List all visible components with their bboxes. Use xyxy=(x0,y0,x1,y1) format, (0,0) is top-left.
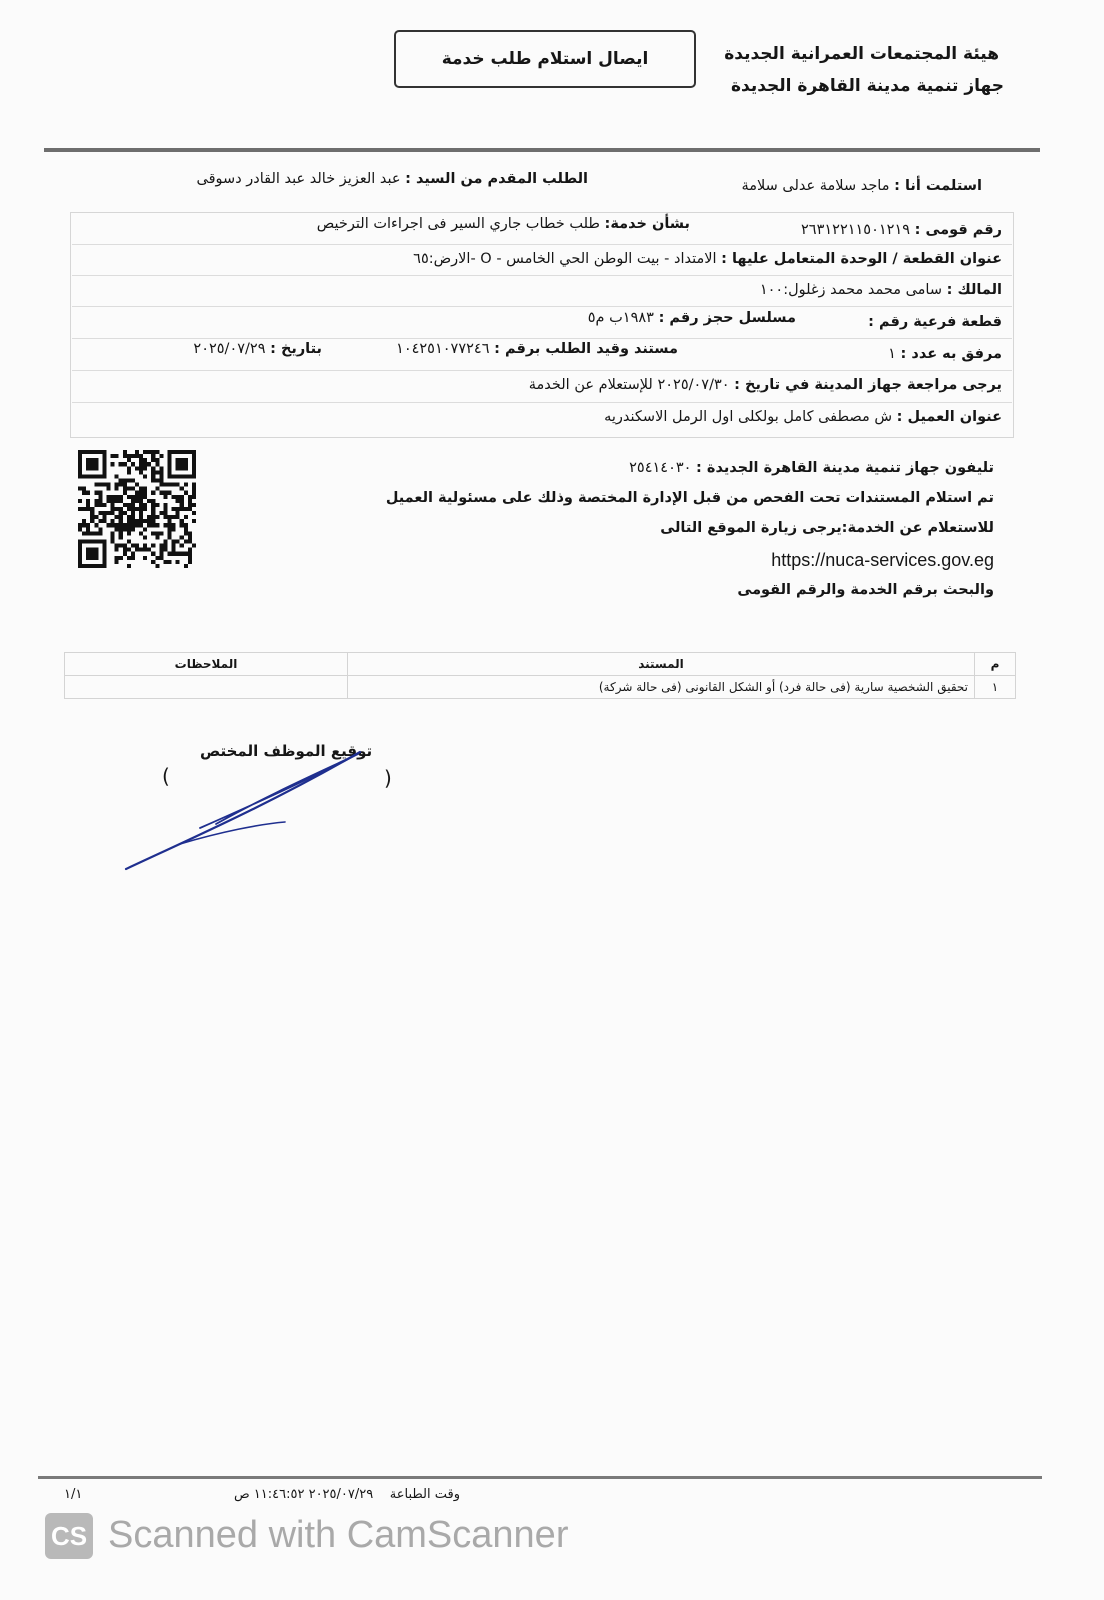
row-divider xyxy=(72,402,1012,403)
signature-paren-open: ( xyxy=(162,764,170,788)
header-document: المستند xyxy=(348,653,975,676)
national-id xyxy=(801,222,1002,238)
org-branch: جهاز تنمية مدينة القاهرة الجديدة xyxy=(730,76,1004,96)
camscanner-logo-icon xyxy=(44,1512,94,1560)
header-notes: الملاحظات xyxy=(65,653,348,676)
phone-line xyxy=(629,460,994,476)
sub-plot xyxy=(868,314,1002,330)
row-divider xyxy=(72,244,1012,245)
phone-value: ٢٥٤١٤٠٣٠ xyxy=(629,460,692,476)
qr-code xyxy=(78,450,196,568)
owner xyxy=(760,282,1002,298)
signature-title: توقيع الموظف المختص xyxy=(200,742,373,760)
row-num: ١ xyxy=(975,676,1016,699)
received-by xyxy=(741,178,982,194)
requester-value: عبد العزيز خالد عبد القادر دسوقى xyxy=(196,171,401,187)
attachments xyxy=(888,346,1002,362)
requester xyxy=(197,171,588,187)
review-prefix: يرجى مراجعة جهاز المدينة في تاريخ : xyxy=(734,377,1002,393)
row-notes xyxy=(65,676,348,699)
page-number: ١/١ xyxy=(64,1487,83,1502)
signature-scribble xyxy=(120,742,373,874)
review-notice xyxy=(529,377,1002,393)
bottom-divider xyxy=(38,1476,1042,1479)
review-date: ٢٠٢٥/٠٧/٣٠ xyxy=(657,377,730,393)
service xyxy=(317,216,690,232)
phone-label: تليفون جهاز تنمية مدينة القاهرة الجديدة : xyxy=(696,460,994,476)
received-by-label: استلمت أنا : xyxy=(894,178,982,194)
review-suffix: للإستعلام عن الخدمة xyxy=(528,377,653,393)
owner-label: المالك : xyxy=(946,282,1002,298)
search-notice: والبحث برقم الخدمة والرقم القومى xyxy=(737,582,994,598)
client-address-value: ش مصطفى كامل بولكلى اول الرمل الاسكندريه xyxy=(604,409,893,425)
org-name: هيئة المجتمعات العمرانية الجديدة xyxy=(724,44,999,64)
request-doc-value: ١٠٤٢٥١٠٧٧٢٤٦ xyxy=(396,341,490,357)
document-title: ايصال استلام طلب خدمة xyxy=(394,30,696,88)
row-document: تحقيق الشخصية سارية (فى حالة فرد) أو الشكل القانونى (فى حالة شركة) xyxy=(348,676,975,699)
request-date-label: بتاريخ : xyxy=(270,341,322,357)
header-num: م xyxy=(975,653,1016,676)
unit-address-label: عنوان القطعة / الوحدة المتعامل عليها : xyxy=(721,251,1002,267)
request-doc-label: مستند وقيد الطلب برقم : xyxy=(494,341,678,357)
booking-serial xyxy=(588,310,796,326)
client-address-label: عنوان العميل : xyxy=(896,409,1002,425)
attachments-value: ١ xyxy=(888,346,896,362)
print-time-label: وقت الطباعة xyxy=(389,1487,460,1502)
service-url[interactable]: https://nuca-services.gov.eg xyxy=(771,550,994,570)
service-value: طلب خطاب جاري السير فى اجراءات الترخيص xyxy=(316,216,600,232)
booking-serial-value: ١٩٨٣ب م٥ xyxy=(587,310,654,326)
table-row xyxy=(65,676,1016,699)
received-by-value: ماجد سلامة عدلى سلامة xyxy=(741,178,890,194)
request-doc xyxy=(396,341,678,357)
client-address xyxy=(604,409,1002,425)
service-label: بشأن خدمة: xyxy=(604,216,690,232)
signature-paren-close: ) xyxy=(384,766,392,790)
svg-text:CS: CS xyxy=(50,1521,88,1551)
national-id-value: ٢٦٣١٢٢١١٥٠١٢١٩ xyxy=(801,222,911,238)
print-time-value: ٢٠٢٥/٠٧/٢٩ ١١:٤٦:٥٢ ص xyxy=(233,1487,374,1502)
row-divider xyxy=(72,338,1012,339)
documents-notice: تم استلام المستندات تحت الفحص من قبل الإدارة المختصة وذلك على مسئولية العميل xyxy=(385,490,994,506)
camscanner-watermark: Scanned with CamScanner xyxy=(108,1514,569,1556)
top-divider xyxy=(44,148,1040,152)
inquiry-notice: للاستعلام عن الخدمة:يرجى زيارة الموقع التالى xyxy=(660,520,994,536)
request-date-value: ٢٠٢٥/٠٧/٢٩ xyxy=(193,341,266,357)
print-time xyxy=(234,1487,460,1502)
request-date xyxy=(193,341,322,357)
table-header-row xyxy=(65,653,1016,676)
documents-table xyxy=(64,652,1016,699)
booking-serial-label: مسلسل حجز رقم : xyxy=(658,310,796,326)
attachments-label: مرفق به عدد : xyxy=(900,346,1002,362)
sub-plot-label: قطعة فرعية رقم : xyxy=(868,314,1002,330)
unit-address-value: الامتداد - بيت الوطن الحي الخامس - O -الارض:٦٥ xyxy=(413,251,717,267)
national-id-label: رقم قومى : xyxy=(914,222,1002,238)
row-divider xyxy=(72,306,1012,307)
unit-address xyxy=(413,251,1002,267)
row-divider xyxy=(72,275,1012,276)
owner-value: سامى محمد محمد زغلول:١٠٠ xyxy=(759,282,943,298)
requester-label: الطلب المقدم من السيد : xyxy=(405,171,588,187)
row-divider xyxy=(72,370,1012,371)
